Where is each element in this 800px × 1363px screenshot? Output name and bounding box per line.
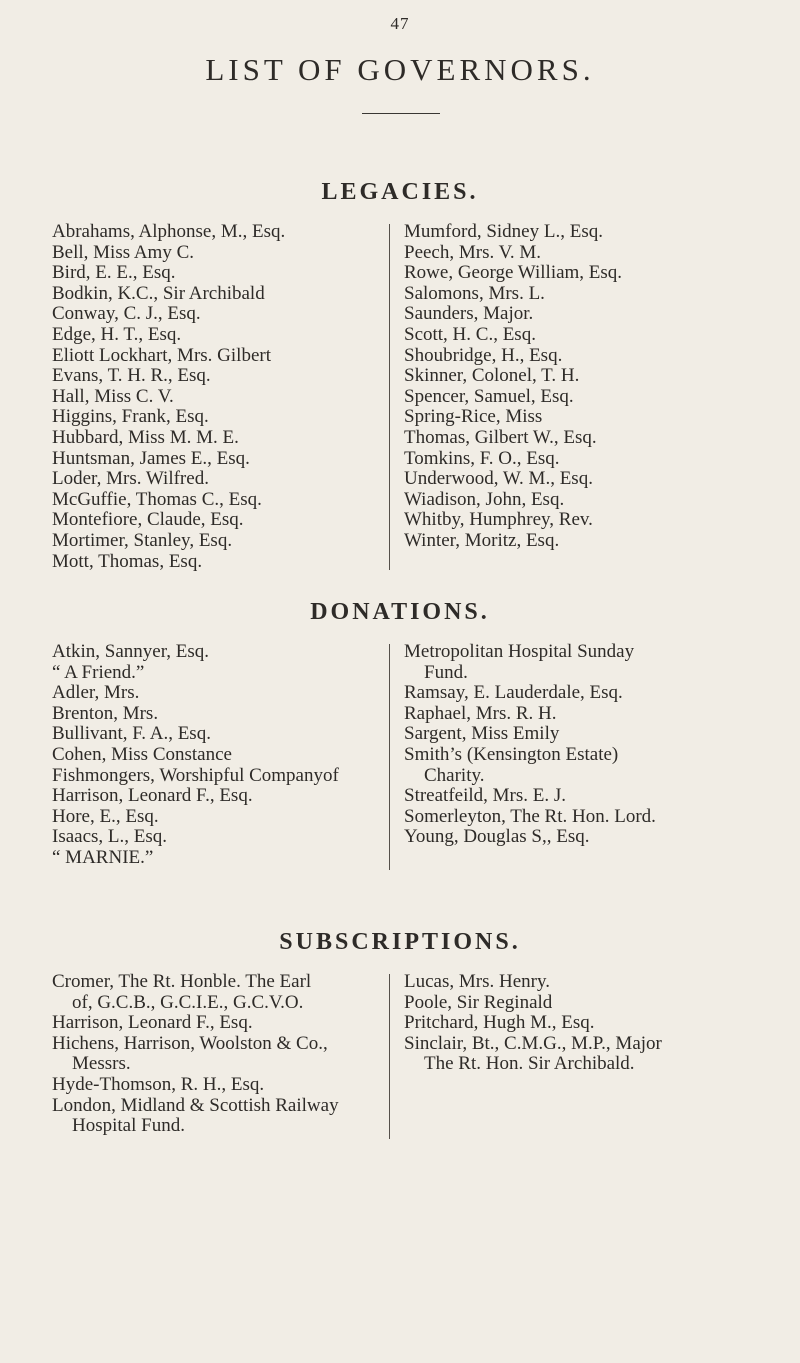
list-item: Salomons, Mrs. L. <box>404 282 545 304</box>
list-item: Conway, C. J., Esq. <box>52 303 201 325</box>
list-item: Metropolitan Hospital Sunday <box>404 641 635 662</box>
list-item: Thomas, Gilbert W., Esq. <box>404 426 597 448</box>
list-item: Bodkin, K.C., Sir Archibald <box>52 282 265 304</box>
list-item: Scott, H. C., Esq. <box>404 323 536 345</box>
list-item: Poole, Sir Reginald <box>404 991 553 1013</box>
list-item: Bird, E. E., Esq. <box>52 262 176 284</box>
list-item: Skinner, Colonel, T. H. <box>404 365 580 387</box>
list-item: Huntsman, James E., Esq. <box>52 447 250 469</box>
donations-right-list <box>404 642 784 848</box>
list-item: Wiadison, John, Esq. <box>404 488 565 510</box>
list-item: Charity. <box>424 764 485 786</box>
list-item: Cohen, Miss Constance <box>52 743 232 765</box>
list-item: “ A Friend.” <box>52 661 145 683</box>
list-item: Underwood, W. M., Esq. <box>404 468 593 490</box>
list-item: Higgins, Frank, Esq. <box>52 406 209 428</box>
list-item: Young, Douglas S,, Esq. <box>404 826 590 848</box>
list-item: Brenton, Mrs. <box>52 702 159 724</box>
list-item: Eliott Lockhart, Mrs. Gilbert <box>52 344 271 366</box>
column-divider <box>389 644 390 870</box>
list-item: Hore, E., Esq. <box>52 805 159 827</box>
list-item: Pritchard, Hugh M., Esq. <box>404 1012 595 1034</box>
list-item: Somerleyton, The Rt. Hon. Lord. <box>404 805 656 827</box>
list-item: Hichens, Harrison, Woolston & Co., <box>52 1032 328 1054</box>
list-item: London, Midland & Scottish Railway <box>52 1094 339 1116</box>
list-item: Messrs. <box>72 1053 131 1075</box>
list-item: Edge, H. T., Esq. <box>52 323 182 345</box>
page-number: 47 <box>390 14 410 33</box>
list-item: The Rt. Hon. Sir Archibald. <box>424 1053 635 1075</box>
list-item: Hospital Fund. <box>72 1115 185 1137</box>
legacies-section <box>0 176 800 572</box>
title-rule <box>362 113 440 114</box>
donations-section <box>0 596 800 868</box>
list-item: Mortimer, Stanley, Esq. <box>52 529 233 551</box>
column-divider <box>389 224 390 570</box>
list-item: Harrison, Leonard F., Esq. <box>52 785 253 807</box>
list-item: Cromer, The Rt. Honble. The Earl <box>52 971 312 992</box>
subscriptions-heading: SUBSCRIPTIONS. <box>279 929 521 955</box>
list-item: Spring-Rice, Miss <box>404 406 543 428</box>
list-item: Montefiore, Claude, Esq. <box>52 509 244 531</box>
list-item: Winter, Moritz, Esq. <box>404 529 560 551</box>
donations-left-list <box>52 642 382 869</box>
list-item: Mott, Thomas, Esq. <box>52 550 203 572</box>
list-item: Saunders, Major. <box>404 303 534 325</box>
list-item: Shoubridge, H., Esq. <box>404 344 563 366</box>
list-item: Rowe, George William, Esq. <box>404 262 623 284</box>
legacies-left-list <box>52 222 382 572</box>
list-item: Evans, T. H. R., Esq. <box>52 365 211 387</box>
list-item: Raphael, Mrs. R. H. <box>404 702 557 724</box>
column-divider <box>389 974 390 1139</box>
list-item: Adler, Mrs. <box>52 682 140 704</box>
list-item: Streatfeild, Mrs. E. J. <box>404 785 567 807</box>
list-item: Spencer, Samuel, Esq. <box>404 385 574 407</box>
list-item: Bell, Miss Amy C. <box>52 241 194 263</box>
list-item: Loder, Mrs. Wilfred. <box>52 468 209 490</box>
list-item: Mumford, Sidney L., Esq. <box>404 221 603 242</box>
list-item: Peech, Mrs. V. M. <box>404 241 542 263</box>
list-item: Bullivant, F. A., Esq. <box>52 723 211 745</box>
list-item: Tomkins, F. O., Esq. <box>404 447 560 469</box>
list-item: Lucas, Mrs. Henry. <box>404 971 550 992</box>
list-item: Fishmongers, Worshipful Companyof <box>52 764 339 786</box>
list-item: Isaacs, L., Esq. <box>52 826 168 848</box>
list-item: Fund. <box>424 661 468 683</box>
list-item: Abrahams, Alphonse, M., Esq. <box>52 221 286 242</box>
list-item: Ramsay, E. Lauderdale, Esq. <box>404 682 623 704</box>
donations-heading: DONATIONS. <box>310 599 490 625</box>
list-item: Sargent, Miss Emily <box>404 723 560 745</box>
list-item: Hubbard, Miss M. M. E. <box>52 426 239 448</box>
page-title: LIST OF GOVERNORS. <box>205 52 595 87</box>
subscriptions-section <box>0 926 800 1137</box>
list-item: Smith’s (Kensington Estate) <box>404 743 619 765</box>
list-item: Sinclair, Bt., C.M.G., M.P., Major <box>404 1032 662 1054</box>
list-item: “ MARNIE.” <box>52 846 154 868</box>
list-item: Atkin, Sannyer, Esq. <box>52 641 210 662</box>
subscriptions-right-list <box>404 972 784 1075</box>
legacies-heading: LEGACIES. <box>321 179 479 205</box>
list-item: McGuffie, Thomas C., Esq. <box>52 488 262 510</box>
list-item: Hall, Miss C. V. <box>52 385 174 407</box>
list-item: Hyde-Thomson, R. H., Esq. <box>52 1073 265 1095</box>
subscriptions-left-list <box>52 972 382 1137</box>
legacies-right-list <box>404 222 784 552</box>
list-item: Harrison, Leonard F., Esq. <box>52 1012 253 1034</box>
list-item: Whitby, Humphrey, Rev. <box>404 509 593 531</box>
list-item: of, G.C.B., G.C.I.E., G.C.V.O. <box>72 991 304 1013</box>
